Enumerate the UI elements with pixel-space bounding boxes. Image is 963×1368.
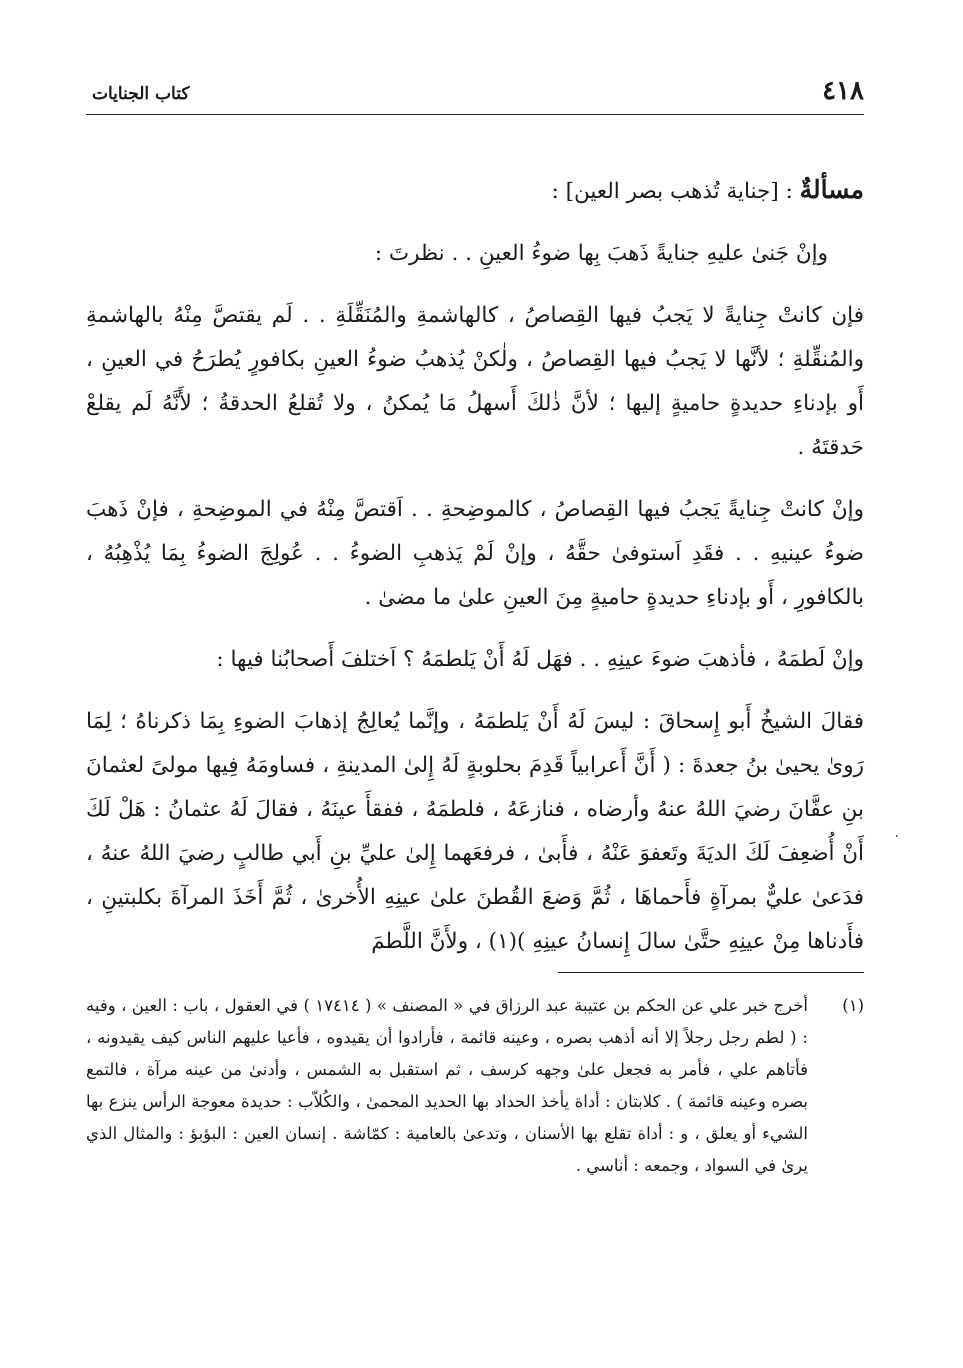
main-text: [86, 168, 864, 982]
footnote-separator: [558, 972, 864, 973]
paragraph-slap: وإنْ لَطمَهُ ، فأذهبَ ضوءَ عينِهِ . . فهَل لَهُ أَنْ يَلطمَهُ ؟ اَختلفَ أَصحابُنا فيها :: [216, 647, 864, 672]
footnote-text: أخرج خبر علي عن الحكم بن عتيبة عبد الرزاق في « المصنف » ( ١٧٤١٤ ) في العقول ، باب : العين ، وفيه : ( لطم رجل رجلاً إلا أنه أذهب بصره ، وعينه قائمة ، فأرادوا أن يقيدوه ، فأعيا عليهم الناس كيف يقيدونه ، فأتاهم علي ، فأمر به فجعل علىٰ وجهه كرسف ، ثم استقبل به الشمس ، وأدنىٰ من عينه مرآة ، فالتمع بصره وعينه قائمة ) . كلابتان : أداة يأخذ الحداد بها الحديد المحمىٰ ، والكُلاّب : حديدة معوجة الرأس ينزع بها الشيء أو يعلق ، و : أداة تقلع بها الأسنان ، وتدعىٰ بالعامية : كمّاشة . إنسان العين : البؤبؤ : والمثال الذي يرىٰ في السواد ، وجمعه : أناسي .: [86, 996, 808, 1175]
footnote-1: [86, 990, 864, 1182]
section-colon: :: [778, 179, 800, 204]
footnotes: [86, 990, 864, 1182]
section-label: مسألةٌ: [799, 175, 864, 204]
paragraph-no-retaliation: فإن كانتْ جِنايةً لا يَجبُ فيها القِصاصُ ، كالهاشمةِ والمُنَقِّلَةِ . . لَم يقتصَّ مِنْهُ بالهاشمةِ والمُنقِّلةِ ؛ لأنَّها لا يَجبُ فيها القِصاصُ ، ولٰكنْ يُذهبُ ضوءُ العينِ بكافورٍ يُطرَحُ في العينِ ، أَو بإدناءِ حديدةٍ حاميةٍ إليها ؛ لأنَّ ذٰلكَ أَسهلُ مَا يُمكنُ ، ولا تُقلعُ الحدقةُ ؛ لأَنَّهُ لَم يقلعْ حَدقتَهُ .: [86, 303, 864, 460]
running-header: [86, 74, 864, 115]
paragraph-retaliation: وإنْ كانتْ جِنايةً يَجبُ فيها القِصاصُ ، كالموضِحةِ . . اَقتصَّ مِنْهُ في الموضِحةِ ، فإنْ ذَهبَ ضوءُ عينيهِ . . فقَدِ اَستوفىٰ حقَّهُ ، وإنْ لَمْ يَذهبِ الضوءُ . . عُولِجَ الضوءُ بِمَا يُذْهِبُهُ ، بالكافورِ ، أَو بإدناءِ حديدةٍ حاميةٍ مِنَ العينِ علىٰ ما مضىٰ .: [86, 497, 864, 610]
section-heading: [86, 168, 864, 214]
paragraph-intro: وإنْ جَنىٰ عليهِ جنايةً ذَهبَ بِها ضوءُ العينِ . . نظرتَ :: [374, 241, 828, 266]
margin-mark: ٠: [893, 828, 901, 844]
footnote-marker: (١): [842, 996, 864, 1015]
paragraph-abu-ishaq: فقالَ الشيخُ أَبو إِسحاقَ : ليسَ لَهُ أَنْ يَلطمَهُ ، وإنَّما يُعالِجُ إذهابَ الضوءِ بِمَا ذكرناهُ ؛ لِمَا رَوىٰ يحيىٰ بنُ جعدةَ : ( أَنَّ أَعرابياً قَدِمَ بحلوبةٍ لَهُ إِلىٰ المدينةِ ، فساومَهُ فِيها مولىً لعثمانَ بنِ عفَّانَ رضيَ اللهُ عنهُ وأرضاه ، فنازعَهُ ، فلطمَهُ ، ففقأَ عينَهُ ، فقالَ لَهُ عثمانُ : هَلْ لَكَ أَنْ أُضعِفَ لَكَ الديَةَ وتَعفوَ عَنْهُ ، فأَبىٰ ، فرفعَهما إِلىٰ عليِّ بنِ أَبي طالبٍ رضيَ اللهُ عنهُ ، فدَعىٰ عليٌّ بمرآةٍ فأَحماهَا ، ثُمَّ وَضعَ القُطنَ علىٰ عينِهِ الأُخرىٰ ، ثُمَّ أَخَذَ المرآةَ بكلبتينِ ، فأَدناها مِنْ عينِهِ حتَّىٰ سالَ إِنسانُ عينِهِ )(١) ، ولأَنَّ اللَّطمَ: [86, 709, 864, 954]
book-page: [86, 0, 864, 1368]
page-number: ٤١٨: [822, 76, 864, 106]
book-title: كتاب الجنايات: [92, 84, 190, 104]
section-title: [جناية تُذهب بصر العين] :: [551, 179, 779, 204]
